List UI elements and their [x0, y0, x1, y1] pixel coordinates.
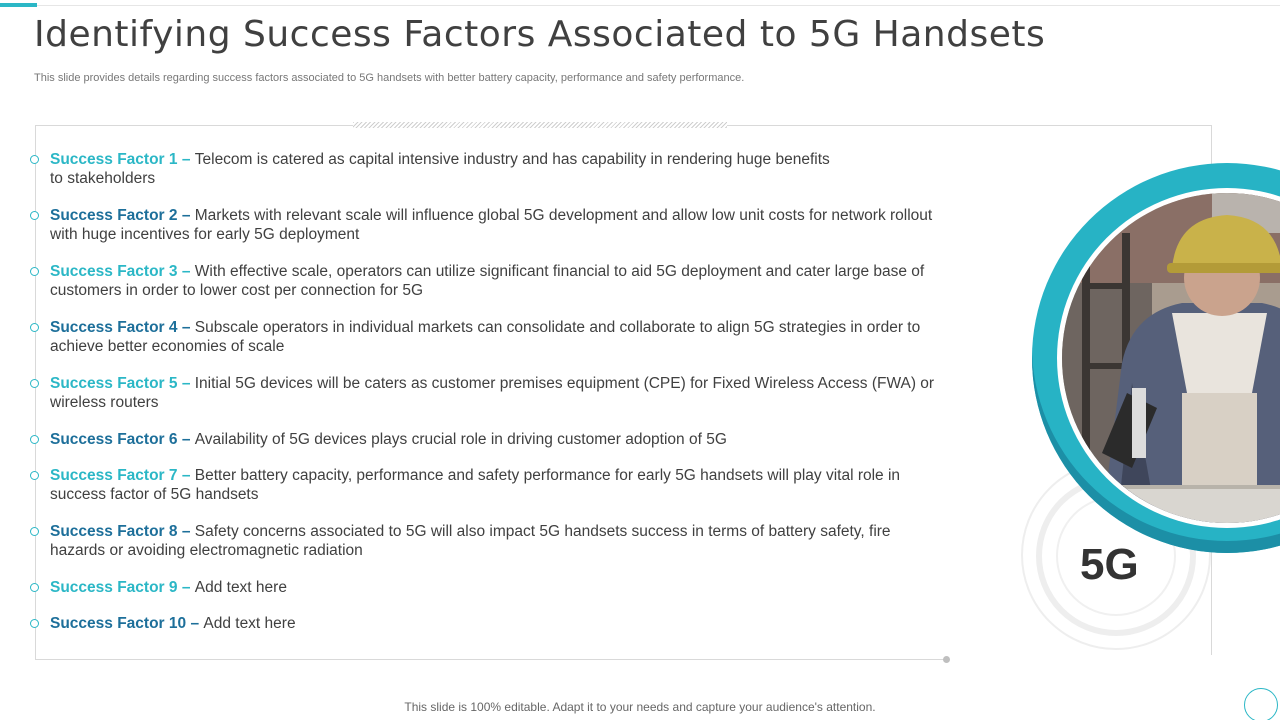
factor-separator: – — [177, 579, 195, 596]
factor-separator: – — [177, 467, 195, 484]
factor-separator: – — [177, 431, 195, 448]
factor-text: Initial 5G devices will be caters as customer premises equipment (CPE) for Fixed Wireless Access (FWA) or — [194, 375, 935, 392]
factor-separator: – — [177, 523, 195, 540]
factor-text: Subscale operators in individual markets can consolidate and collaborate to align 5G strategies in order to — [194, 319, 921, 336]
factor-label: Success Factor 2 — [50, 207, 178, 224]
factor-text-continued: hazards or avoiding electromagnetic radiation — [50, 542, 363, 559]
circle-bullet-icon — [30, 435, 39, 444]
success-factor-6 — [50, 430, 965, 449]
corner-circle-icon — [1244, 688, 1278, 720]
factor-text-continued: wireless routers — [50, 394, 159, 411]
factor-separator: – — [186, 615, 204, 632]
circle-bullet-icon — [30, 619, 39, 628]
success-factor-2 — [50, 206, 965, 244]
factor-separator: – — [177, 151, 195, 168]
success-factor-4 — [50, 318, 965, 356]
5g-badge: 5G — [1080, 540, 1139, 589]
factor-text: Markets with relevant scale will influence global 5G development and allow low unit costs for network rollout — [194, 207, 933, 224]
factor-text: Add text here — [194, 579, 287, 596]
factor-text: Better battery capacity, performance and safety performance for early 5G handsets will play vital role in — [194, 467, 901, 484]
factor-label: Success Factor 9 — [50, 579, 178, 596]
success-factor-7 — [50, 466, 965, 504]
factor-text: Availability of 5G devices plays crucial role in driving customer adoption of 5G — [194, 431, 727, 448]
success-factor-5 — [50, 374, 965, 412]
slide-title: Identifying Success Factors Associated to 5G Handsets — [34, 14, 1046, 55]
circle-bullet-icon — [30, 471, 39, 480]
factor-text: With effective scale, operators can utilize significant financial to aid 5G deployment and cater large base of — [194, 263, 925, 280]
factor-text-continued: success factor of 5G handsets — [50, 486, 259, 503]
factor-label: Success Factor 5 — [50, 375, 178, 392]
success-factor-1 — [50, 150, 965, 188]
success-factor-9 — [50, 578, 965, 597]
frame-end-dot — [943, 656, 950, 663]
success-factor-3 — [50, 262, 965, 300]
factor-text-continued: with huge incentives for early 5G deployment — [50, 226, 360, 243]
factor-separator: – — [177, 263, 195, 280]
factor-separator: – — [177, 207, 195, 224]
circle-bullet-icon — [30, 379, 39, 388]
factor-text: Add text here — [203, 615, 296, 632]
factor-label: Success Factor 10 — [50, 615, 187, 632]
factor-label: Success Factor 4 — [50, 319, 178, 336]
frame-gap — [948, 655, 1218, 665]
factor-label: Success Factor 1 — [50, 151, 178, 168]
factor-label: Success Factor 8 — [50, 523, 178, 540]
slide-subtitle: This slide provides details regarding success factors associated to 5G handsets with better battery capacity, performance and safety performance. — [34, 72, 745, 84]
circle-bullet-icon — [30, 323, 39, 332]
factor-label: Success Factor 6 — [50, 431, 178, 448]
factor-separator: – — [177, 319, 195, 336]
slide-footer: This slide is 100% editable. Adapt it to your needs and capture your audience's attention. — [404, 700, 876, 714]
success-factor-8 — [50, 522, 965, 560]
circle-bullet-icon — [30, 155, 39, 164]
circle-bullet-icon — [30, 267, 39, 276]
factor-text-continued: achieve better economies of scale — [50, 338, 285, 355]
top-divider — [0, 5, 1280, 6]
factor-text: Safety concerns associated to 5G will also impact 5G handsets success in terms of battery safety, fire — [194, 523, 891, 540]
factor-text-continued: to stakeholders — [50, 170, 156, 187]
factor-text-continued: customers in order to lower cost per connection for 5G — [50, 282, 424, 299]
factor-label: Success Factor 7 — [50, 467, 178, 484]
factor-label: Success Factor 3 — [50, 263, 178, 280]
top-accent-bar — [0, 3, 37, 7]
success-factor-10 — [50, 614, 965, 633]
frame-hatch-decoration — [353, 122, 727, 128]
circle-bullet-icon — [30, 211, 39, 220]
factor-separator: – — [177, 375, 195, 392]
circle-bullet-icon — [30, 527, 39, 536]
factor-text: Telecom is catered as capital intensive industry and has capability in rendering huge benefits — [194, 151, 830, 168]
circle-bullet-icon — [30, 583, 39, 592]
